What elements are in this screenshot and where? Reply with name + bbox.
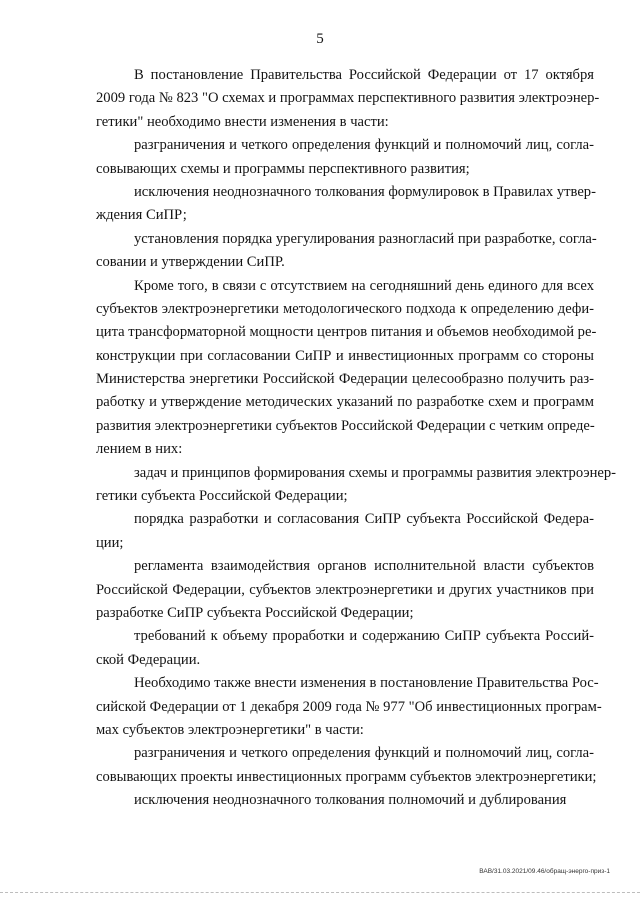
paragraph-line: гетики субъекта Российской Федерации; [96,488,348,505]
paragraph-line: совывающих схемы и программы перспективного развития; [96,160,470,177]
paragraph-line: разграничения и четкого определения функций и полномочий лиц, согла- [134,745,594,762]
paragraph-line: Необходимо также внести изменения в постановление Правительства Рос- [134,675,599,692]
paragraph [96,181,594,228]
paragraph-line: Министерства энергетики Российской Федерации целесообразно получить раз- [96,371,594,388]
paragraph-line: исключения неоднозначного толкования формулировок в Правилах утвер- [134,183,596,200]
paragraph-line: совывающих проекты инвестиционных программ субъектов электроэнергетики; [96,768,597,785]
paragraph-line: задач и принципов формирования схемы и программы развития электроэнер- [134,464,617,481]
paragraph-line: регламента взаимодействия органов исполнительной власти субъектов [134,558,594,575]
paragraph-line: совании и утверждении СиПР. [96,254,285,271]
paragraph-line: субъектов электроэнергетики методологического подхода к определению дефи- [96,300,594,317]
paragraph [96,275,597,462]
paragraph [96,64,600,134]
paragraph-line: разграничения и четкого определения функций и полномочий лиц, согла- [134,137,594,154]
scan-edge-divider [0,892,640,894]
paragraph-line: работку и утверждение методических указаний по разработке схем и программ [96,394,594,411]
paragraph-line: 2009 года № 823 "О схемах и программах перспективного развития электроэнер- [96,90,600,107]
paragraph-line: ждения СиПР; [96,207,187,224]
paragraph-line: цита трансформаторной мощности центров питания и объемов необходимой ре- [96,324,597,341]
paragraph [96,742,597,789]
paragraph-line: сийской Федерации от 1 декабря 2009 года № 977 "Об инвестиционных програм- [96,698,602,715]
paragraph [96,789,594,812]
paragraph-line: ской Федерации. [96,651,201,668]
paragraph [96,625,594,672]
paragraph-line: лением в них: [96,441,183,458]
paragraph-line: требований к объему проработки и содержанию СиПР субъекта Россий- [134,628,594,645]
paragraph [96,672,602,742]
paragraph-line: Российской Федерации, субъектов электроэнергетики и других участников при [96,581,594,598]
paragraph-line: развития электроэнергетики субъектов Российской Федерации с четким опреде- [96,417,595,434]
paragraph [96,462,617,509]
paragraph-line: Кроме того, в связи с отсутствием на сегодняшний день единого для всех [134,277,594,294]
paragraph-line: мах субъектов электроэнергетики" в части: [96,721,364,738]
paragraph-line: разработке СиПР субъекта Российской Федерации; [96,604,414,621]
paragraph-line: В постановление Правительства Российской Федерации от 17 октября [134,67,594,83]
paragraph-line: ции; [96,534,124,551]
paragraph [96,555,594,625]
paragraph [96,508,594,555]
paragraph-line: конструкции при согласовании СиПР и инвестиционных программ со стороны [96,347,594,364]
document-body [96,64,617,813]
paragraph-line: исключения неоднозначного толкования полномочий и дублирования [134,792,567,809]
document-footer-code: ВАВ/31.03.2021/09.46/обращ-энерго-приз-1 [479,868,610,875]
paragraph-line: гетики" необходимо внести изменения в части: [96,113,389,130]
paragraph-line: порядка разработки и согласования СиПР субъекта Российской Федера- [134,511,594,528]
paragraph [96,228,597,275]
page-number: 5 [316,31,324,47]
paragraph-line: установления порядка урегулирования разногласий при разработке, согла- [134,230,597,247]
paragraph [96,134,594,181]
